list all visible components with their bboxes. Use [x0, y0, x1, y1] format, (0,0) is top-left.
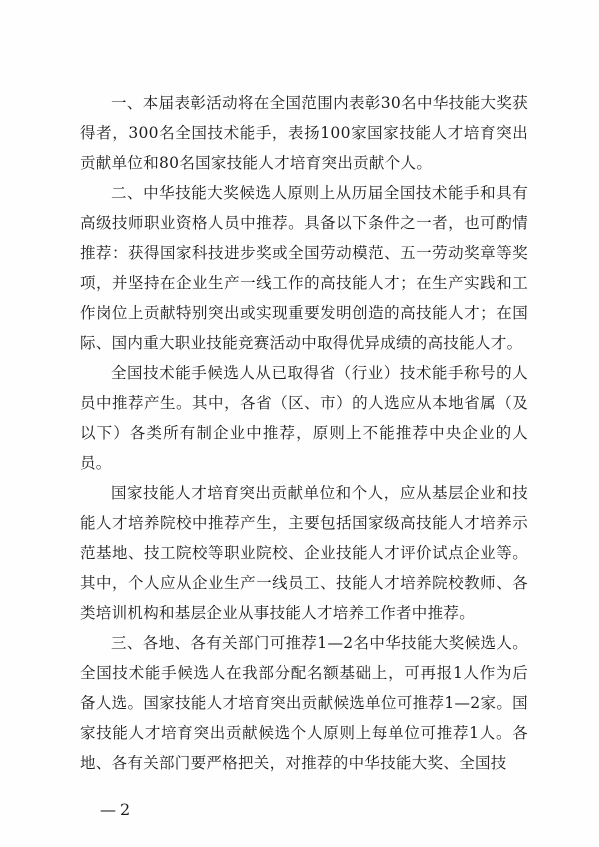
- page-number: [100, 800, 130, 819]
- page-number-value: 2: [120, 800, 131, 819]
- page-number-dash: —: [100, 800, 116, 819]
- document-body: [80, 88, 528, 778]
- paragraph-4: 国家技能人才培育突出贡献单位和个人，应从基层企业和技能人才培养院校中推荐产生，主要包括国家级高技能人才培养示范基地、技工院校等职业院校、企业技能人才评价试点企业等。其中，个人应从企业生产一线员工、技能人才培养院校教师、各类培训机构和基层企业从事技能人才培养工作者中推荐。: [80, 484, 528, 622]
- paragraph-5: 三、各地、各有关部门可推荐1—2名中华技能大奖候选人。全国技术能手候选人在我部分配名额基础上，可再报1人作为后备人选。国家技能人才培育突出贡献候选单位可推荐1—2家。国家技能人才培育突出贡献候选个人原则上每单位可推荐1人。各地、各有关部门要严格把关，对推荐的中华技能大奖、全国技: [80, 634, 528, 772]
- paragraph-3: 全国技术能手候选人从已取得省（行业）技术能手称号的人员中推荐产生。其中，各省（区、市）的人选应从本地省属（及以下）各类所有制企业中推荐，原则上不能推荐中央企业的人员。: [80, 364, 528, 472]
- paragraph-2: 二、中华技能大奖候选人原则上从历届全国技术能手和具有高级技师职业资格人员中推荐。具备以下条件之一者，也可酌情推荐：获得国家科技进步奖或全国劳动模范、五一劳动奖章等奖项，并坚持在企业生产一线工作的高技能人才；在生产实践和工作岗位上贡献特别突出或实现重要发明创造的高技能人才；在国际、国内重大职业技能竞赛活动中取得优异成绩的高技能人才。: [80, 184, 528, 352]
- paragraph-1: 一、本届表彰活动将在全国范围内表彰30名中华技能大奖获得者，300名全国技术能手，表扬100家国家技能人才培育突出贡献单位和80名国家技能人才培育突出贡献个人。: [80, 94, 528, 172]
